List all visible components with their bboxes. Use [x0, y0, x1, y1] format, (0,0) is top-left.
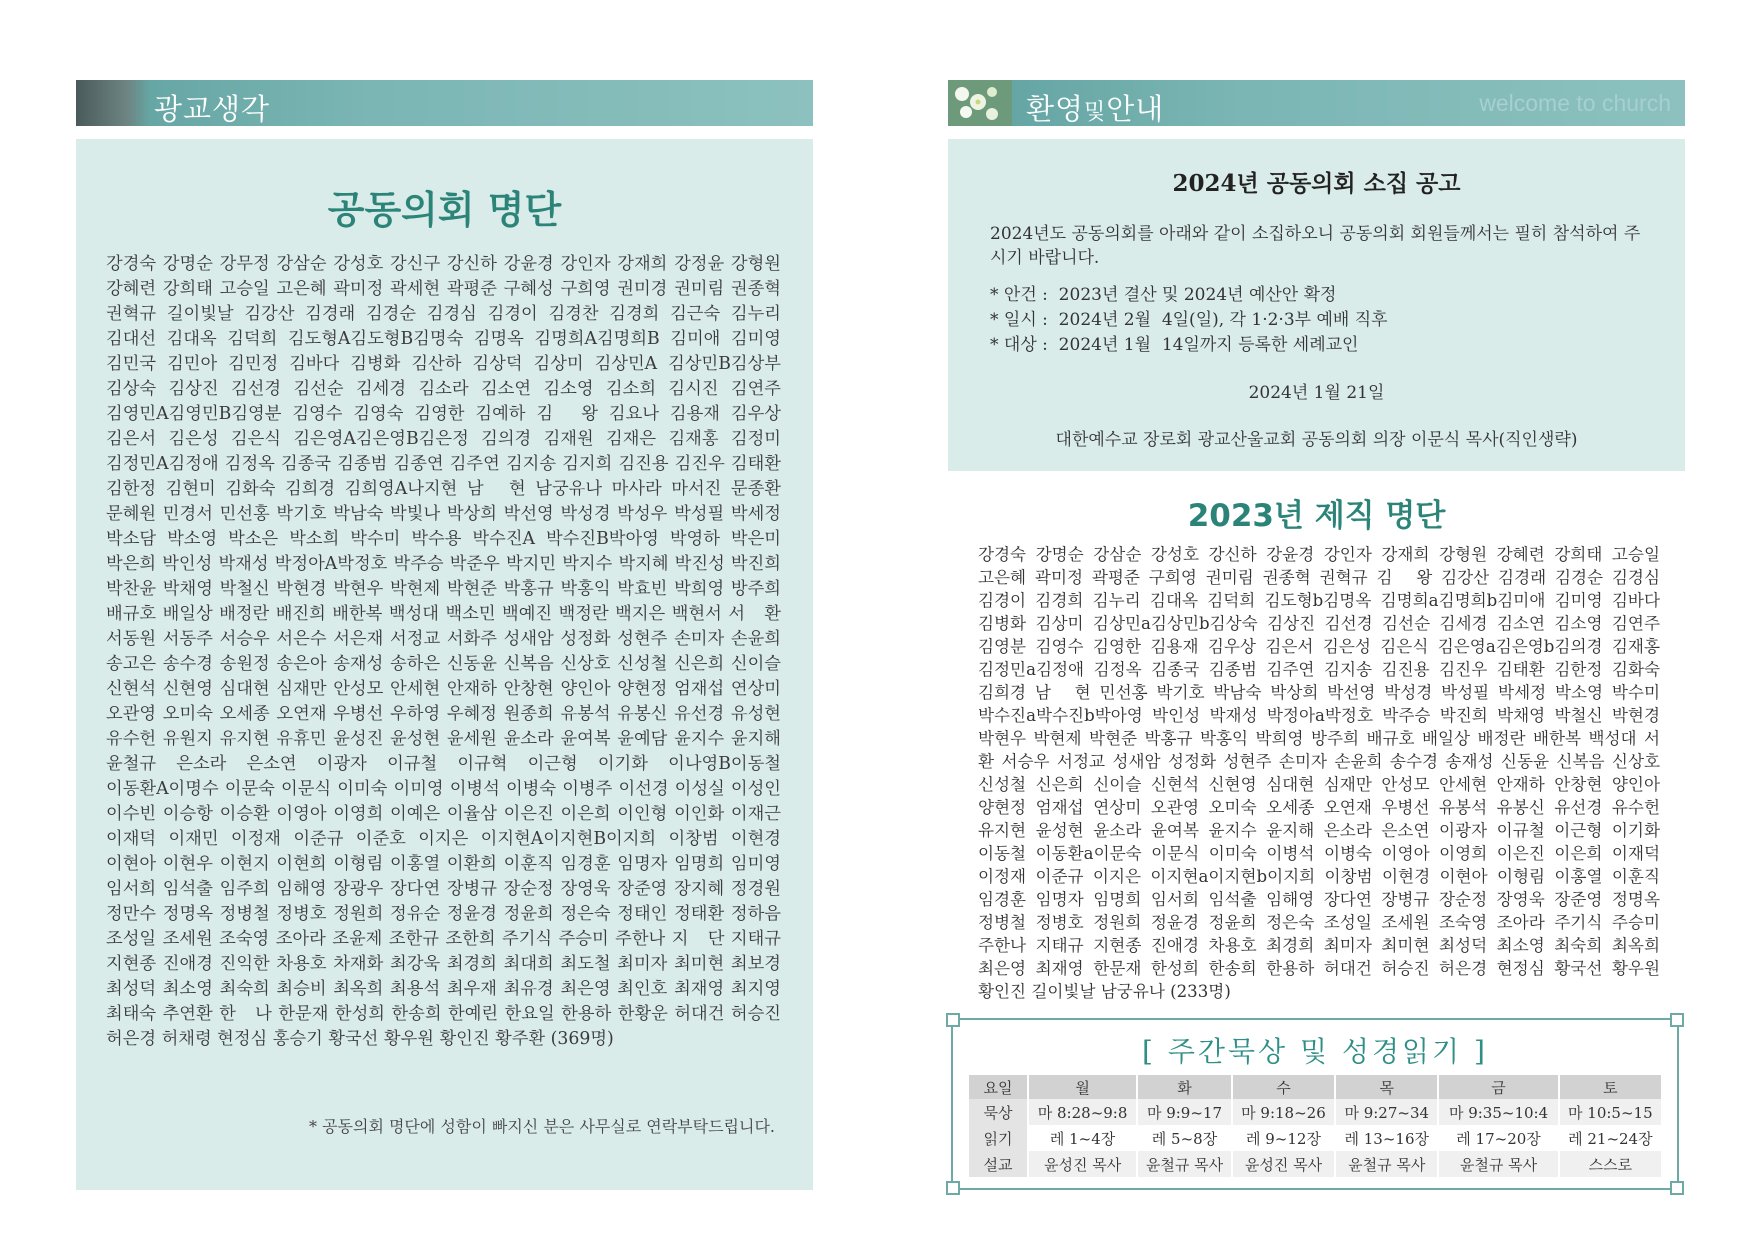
meeting-notice-date: 2024년 1월 21일	[1248, 383, 1385, 403]
table-row-label: 설교	[969, 1151, 1028, 1177]
notice-item-agenda: * 안건 : 2023년 결산 및 2024년 예산안 확정	[990, 285, 1337, 305]
table-cell: 윤철규 목사	[1335, 1151, 1438, 1177]
meeting-notice-title: 2024년 공동의회 소집 공고	[1172, 170, 1461, 197]
frame-corner	[946, 1013, 960, 1027]
weekly-reading-box	[951, 1018, 1679, 1190]
meeting-notice-panel	[948, 139, 1685, 471]
table-header-row	[969, 1075, 1662, 1099]
table-cell: 레 5~8장	[1137, 1125, 1232, 1151]
left-banner-title: 광교생각	[154, 92, 271, 126]
table-header-cell: 월	[1028, 1075, 1137, 1099]
table-cell: 윤철규 목사	[1137, 1151, 1232, 1177]
table-cell: 마 10:5~15	[1559, 1099, 1662, 1125]
table-header-cell: 수	[1232, 1075, 1335, 1099]
table-header-cell: 요일	[969, 1075, 1028, 1099]
right-section-banner	[948, 80, 1685, 126]
table-cell: 윤성진 목사	[1232, 1151, 1335, 1177]
congregation-member-names: 강경숙 강명순 강무정 강삼순 강성호 강신구 강신하 강윤경 강인자 강재희 강정윤 강형원 강혜련 강희태 고승일 고은혜 곽미정 곽세현 곽평준 구혜성 구희영 권미경 권미림 권종혁 권혁규 길이빛날 김강산 김경래 김경순 김경심 김경이 김경찬 김경희 김근숙 김누리 김대선 김대옥 김덕희 김도형A김도형B김명숙 김명옥 김명희A김명희B 김미애 김미영 김민국 김민아 김민정 김바다 김병화 김산하 김상덕 김상미 김상민A 김상민B김상부 김상숙 김상진 김선경 김선순 김세경 김소라 김소연 김소영 김소희 김시진 김연주 김영민A김영민B김영분 김영수 김영숙 김영한 김예하 김 왕 김요나 김용재 김우상 김은서 김은성 김은식 김은영A김은영B김은정 김의경 김재원 김재은 김재홍 김정미 김정민A김정애 김정옥 김종국 김종범 김종연 김주연 김지송 김지희 김진용 김진우 김태환 김한정 김현미 김화숙 김희경 김희영A나지현 남 현 남궁유나 마사라 마서진 문종환 문혜원 민경서 민선홍 박기호 박남숙 박빛나 박상희 박선영 박성경 박성우 박성필 박세정 박소담 박소영 박소은 박소희 박수미 박수용 박수진A 박수진B박아영 박영하 박은미 박은희 박인성 박재성 박정아A박정호 박주승 박준우 박지민 박지수 박지혜 박진성 박진희 박찬윤 박채영 박철신 박현경 박현우 박현제 박현준 박홍규 박홍익 박효빈 박희영 방주희 배규호 배일상 배정란 배진희 배한복 백성대 백소민 백예진 백정란 백지은 백현서 서 환 서동원 서동주 서승우 서은수 서은재 서정교 서화주 성새암 성정화 성현주 손미자 손윤희 송고은 송수경 송원정 송은아 송재성 송하은 신동윤 신복음 신상호 신성철 신은희 신이슬 신현석 신현영 심대현 심재만 안성모 안세현 안재하 안창현 양인아 양현정 엄재섭 연상미 오관영 오미숙 오세종 오연재 우병선 우하영 우혜정 원종희 유봉석 유봉신 유선경 유성현 유수헌 유원지 유지현 유휴민 윤성진 윤성현 윤세원 윤소라 윤여복 윤예담 윤지수 윤지해 윤철규 은소라 은소연 이광자 이규철 이규혁 이근형 이기화 이나영B이동철 이동환A이명수 이문숙 이문식 이미숙 이미영 이병석 이병숙 이병주 이선경 이성실 이성인 이수빈 이승항 이승환 이영아 이영희 이예은 이율삼 이은진 이은희 이인형 이인화 이재근 이재덕 이재민 이정재 이준규 이준호 이지은 이지현A이지현B이지희 이창범 이현경 이현아 이현우 이현지 이현희 이형림 이홍열 이환희 이훈직 임경훈 임명자 임명희 임미영 임서희 임석출 임주희 임해영 장광우 장다연 장병규 장순정 장영욱 장준영 장지혜 정경원 정만수 정명옥 정병철 정병호 정원희 정유순 정윤경 정윤희 정은숙 정태인 정태환 정하음 조성일 조세원 조숙영 조아라 조윤제 조한규 조한희 주기식 주승미 주한나 지 단 지태규 지현종 진애경 진익한 차용호 차재화 최강욱 최경희 최대희 최도철 최미자 최미현 최보경 최성덕 최소영 최숙희 최승비 최옥희 최용석 최우재 최유경 최은영 최인호 최재영 최지영 최태숙 추연환 한 나 한문재 한성희 한송희 한예린 한요일 한용하 한황운 허대건 허승진 허은경 허채령 현정심 홍승기 황국선 황우원 황인진 황주환 (369명)	[106, 254, 781, 1049]
officer-list-heading: 2023년 제직 명단	[1187, 498, 1446, 534]
congregation-list-panel	[76, 139, 813, 1190]
table-row	[969, 1151, 1662, 1177]
meeting-notice-body: 2024년도 공동의회를 아래와 같이 소집하오니 공동의회 회원들께서는 필히 참석하여 주시기 바랍니다.	[990, 224, 1641, 268]
frame-corner	[946, 1181, 960, 1195]
congregation-list-heading: 공동의회 명단	[327, 188, 562, 232]
table-cell: 마 9:27~34	[1335, 1099, 1438, 1125]
table-cell: 마 9:35~10:4	[1438, 1099, 1558, 1125]
right-banner-english: welcome to church	[1479, 90, 1671, 116]
notice-item-eligibility: * 대상 : 2024년 1월 14일까지 등록한 세례교인	[990, 335, 1359, 355]
frame-corner	[1670, 1013, 1684, 1027]
table-cell: 마 8:28~9:8	[1028, 1099, 1137, 1125]
notice-item-datetime: * 일시 : 2024년 2월 4일(일), 각 1·2·3부 예배 직후	[990, 310, 1388, 330]
officer-member-names: 강경숙 강명순 강삼순 강성호 강신하 강윤경 강인자 강재희 강형원 강혜련 강희태 고승일 고은혜 곽미정 곽평준 구희영 권미림 권종혁 권혁규 김 왕 김강산 김경래 김경순 김경심 김경이 김경희 김누리 김대옥 김덕희 김도형b김명옥 김명희a김명희b김미애 김미영 김바다 김병화 김상미 김상민a김상민b김상숙 김상진 김선경 김선순 김세경 김소연 김소영 김연주 김영분 김영수 김영한 김용재 김우상 김은서 김은성 김은식 김은영a김은영b김의경 김재홍 김정민a김정애 김정옥 김종국 김종범 김주연 김지송 김진용 김진우 김태환 김한정 김화숙 김희경 남 현 민선홍 박기호 박남숙 박상희 박선영 박성경 박성필 박세정 박소영 박수미 박수진a박수진b박아영 박인성 박재성 박정아a박정호 박주승 박진희 박채영 박철신 박현경 박현우 박현제 박현준 박홍규 박홍익 박희영 방주희 배규호 배일상 배정란 배한복 백성대 서 환 서승우 서정교 성새암 성정화 성현주 손미자 손윤희 송수경 송재성 신동윤 신복음 신상호 신성철 신은희 신이슬 신현석 신현영 심대현 심재만 안성모 안세현 안재하 안창현 양인아 양현정 엄재섭 연상미 오관영 오미숙 오세종 오연재 우병선 유봉석 유봉신 유선경 유수헌 유지현 윤성현 윤소라 윤여복 윤지수 윤지해 은소라 은소연 이광자 이규철 이근형 이기화 이동철 이동환a이문숙 이문식 이미숙 이병석 이병숙 이영아 이영희 이은진 이은희 이재덕 이정재 이준규 이지은 이지현a이지현b이지희 이창범 이현경 이현아 이형림 이홍열 이훈직 임경훈 임명자 임명희 임서희 임석출 임해영 장다연 장병규 장순정 장영욱 장준영 정명옥 정병철 정병호 정원희 정윤경 정윤희 정은숙 조성일 조세원 조숙영 조아라 주기식 주승미 주한나 지태규 지현종 진애경 차용호 최경희 최미자 최미현 최성덕 최소영 최숙희 최옥희 최은영 최재영 한문재 한성희 한송희 한용하 허대건 허승진 허은경 현정심 황국선 황우원 황인진 길이빛날 남궁유나 (233명)	[978, 545, 1677, 1001]
table-row	[969, 1125, 1662, 1151]
left-section-banner	[76, 80, 813, 126]
table-cell: 레 21~24장	[1559, 1125, 1662, 1151]
table-cell: 윤성진 목사	[1028, 1151, 1137, 1177]
table-header-cell: 금	[1438, 1075, 1558, 1099]
table-cell: 레 17~20장	[1438, 1125, 1558, 1151]
table-cell: 레 13~16장	[1335, 1125, 1438, 1151]
meeting-notice-signature: 대한예수교 장로회 광교산울교회 공동의회 의장 이문식 목사(직인생략)	[1055, 430, 1578, 450]
flower-emblem-icon	[948, 80, 1012, 126]
table-row	[969, 1099, 1662, 1125]
table-cell: 스스로	[1559, 1151, 1662, 1177]
table-row-label: 묵상	[969, 1099, 1028, 1125]
table-cell: 레 1~4장	[1028, 1125, 1137, 1151]
table-row-label: 읽기	[969, 1125, 1028, 1151]
right-banner-title: 환영및안내	[1026, 92, 1165, 126]
weekly-reading-table	[969, 1075, 1663, 1177]
table-header-cell: 목	[1335, 1075, 1438, 1099]
table-cell: 마 9:18~26	[1232, 1099, 1335, 1125]
weekly-reading-title: [ 주간묵상 및 성경읽기 ]	[1142, 1035, 1488, 1068]
cross-emblem-icon	[76, 80, 150, 126]
meeting-notice-items	[990, 283, 1388, 358]
table-header-cell: 화	[1137, 1075, 1232, 1099]
table-header-cell: 토	[1559, 1075, 1662, 1099]
table-cell: 마 9:9~17	[1137, 1099, 1232, 1125]
congregation-list-note: * 공동의회 명단에 성함이 빠지신 분은 사무실로 연락부탁드립니다.	[308, 1117, 775, 1136]
table-cell: 레 9~12장	[1232, 1125, 1335, 1151]
table-cell: 윤철규 목사	[1438, 1151, 1558, 1177]
frame-corner	[1670, 1181, 1684, 1195]
